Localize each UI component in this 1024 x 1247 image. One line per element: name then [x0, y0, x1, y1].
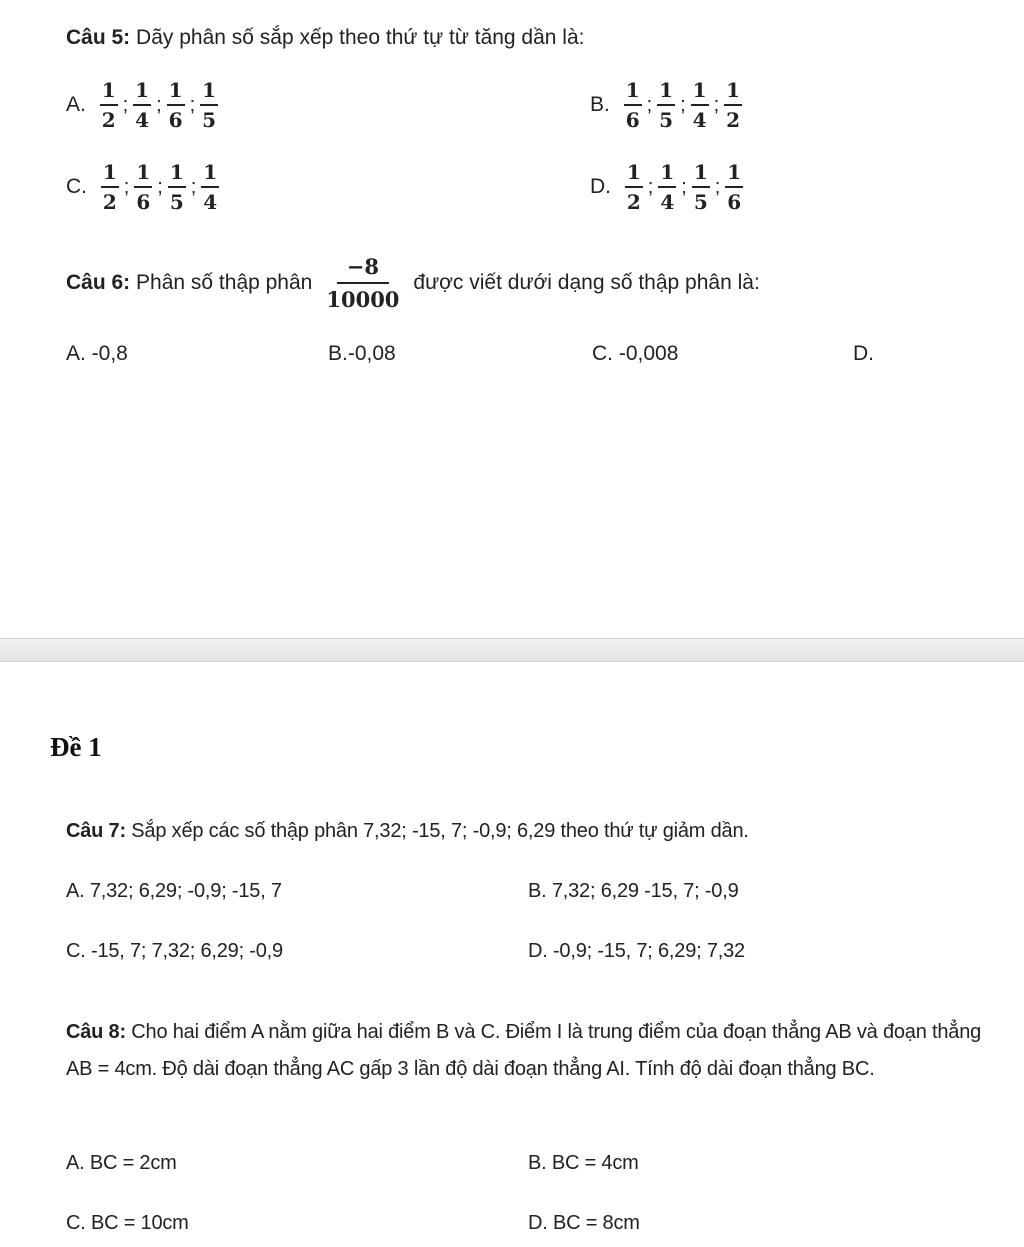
q8-option-b[interactable]: B. BC = 4cm [528, 1152, 639, 1174]
q6-option-b[interactable]: B.-0,08 [328, 342, 396, 365]
q8-option-a[interactable]: A. BC = 2cm [66, 1152, 177, 1174]
q5-option-letter: C. [66, 175, 87, 198]
question-7 [66, 820, 749, 843]
fraction: $\frac{1}{4}$ [203, 160, 218, 214]
q5-option-c[interactable]: C. $\frac{1}{2}$ ; $\frac{1}{6}$ ; $\frac{1}{5}$ ; $\frac{1}{4}$ [66, 160, 218, 214]
q5-option-a[interactable]: A. $\frac{1}{2}$ ; $\frac{1}{4}$ ; $\frac{1}{6}$ ; $\frac{1}{5}$ [66, 78, 217, 132]
fraction: $\frac{1}{4}$ [135, 78, 150, 132]
q5-option-letter: B. [590, 93, 610, 116]
question-6 [66, 256, 760, 310]
q7-option-d[interactable]: D. -0,9; -15, 7; 6,29; 7,32 [528, 940, 745, 962]
question-5-text: Dãy phân số sắp xếp theo thứ tự từ tăng dần là: [136, 26, 585, 49]
fraction: $\frac{1}{2}$ [626, 160, 641, 214]
question-5 [66, 26, 585, 50]
q7-option-b[interactable]: B. 7,32; 6,29 -15, 7; -0,9 [528, 880, 739, 902]
question-7-text: Sắp xếp các số thập phân 7,32; -15, 7; -0,9; 6,29 theo thứ tự giảm dần. [131, 820, 749, 842]
section-divider [0, 638, 1024, 662]
fraction: $\frac{1}{4}$ [660, 160, 675, 214]
q5-option-b[interactable]: B. $\frac{1}{6}$ ; $\frac{1}{5}$ ; $\frac{1}{4}$ ; $\frac{1}{2}$ [590, 78, 741, 132]
section-title: Đề 1 [50, 732, 102, 762]
q6-option-a[interactable]: A. -0,8 [66, 342, 128, 365]
q5-option-letter: A. [66, 93, 86, 116]
q7-option-a[interactable]: A. 7,32; 6,29; -0,9; -15, 7 [66, 880, 282, 902]
fraction: $\frac{1}{6}$ [168, 78, 183, 132]
question-5-label: Câu 5: [66, 26, 131, 49]
question-7-label: Câu 7: [66, 820, 126, 842]
question-6-text-before: Phân số thập phân [136, 271, 313, 294]
fraction: $\frac{1}{5}$ [169, 160, 184, 214]
q5-option-letter: D. [590, 175, 611, 198]
fraction: $\frac{1}{2}$ [102, 160, 117, 214]
q6-option-c[interactable]: C. -0,008 [592, 342, 679, 365]
q8-option-c[interactable]: C. BC = 10cm [66, 1212, 189, 1234]
q6-option-d[interactable]: D. [853, 342, 874, 365]
fraction: $\frac{1}{6}$ [727, 160, 742, 214]
fraction: $\frac{1}{5}$ [693, 160, 708, 214]
question-8-text: Cho hai điểm A nằm giữa hai điểm B và C. Điểm I là trung điểm của đoạn thẳng AB và đoạn thẳng AB = 4cm. Độ dài đoạn thẳng AC gấp 3 lần độ dài đoạn thẳng AI. Tính độ dài đoạn thẳng BC. [66, 1021, 982, 1080]
fraction: $\frac{1}{2}$ [726, 78, 741, 132]
q7-option-c[interactable]: C. -15, 7; 7,32; 6,29; -0,9 [66, 940, 283, 962]
question-8 [66, 1014, 996, 1088]
fraction: $\frac{1}{4}$ [692, 78, 707, 132]
fraction: $\frac{1}{6}$ [625, 78, 640, 132]
question-8-label: Câu 8: [66, 1021, 126, 1043]
question-6-text-after: được viết dưới dạng số thập phân là: [413, 271, 760, 294]
q5-option-d[interactable]: D. $\frac{1}{2}$ ; $\frac{1}{4}$ ; $\frac{1}{5}$ ; $\frac{1}{6}$ [590, 160, 742, 214]
q8-option-d[interactable]: D. BC = 8cm [528, 1212, 640, 1234]
fraction: $\frac{1}{5}$ [202, 78, 217, 132]
question-6-label: Câu 6: [66, 271, 131, 294]
fraction: $\frac{-8}{10000}$ [326, 254, 400, 312]
fraction: $\frac{1}{6}$ [136, 160, 151, 214]
fraction: $\frac{1}{5}$ [659, 78, 674, 132]
fraction: $\frac{1}{2}$ [101, 78, 116, 132]
